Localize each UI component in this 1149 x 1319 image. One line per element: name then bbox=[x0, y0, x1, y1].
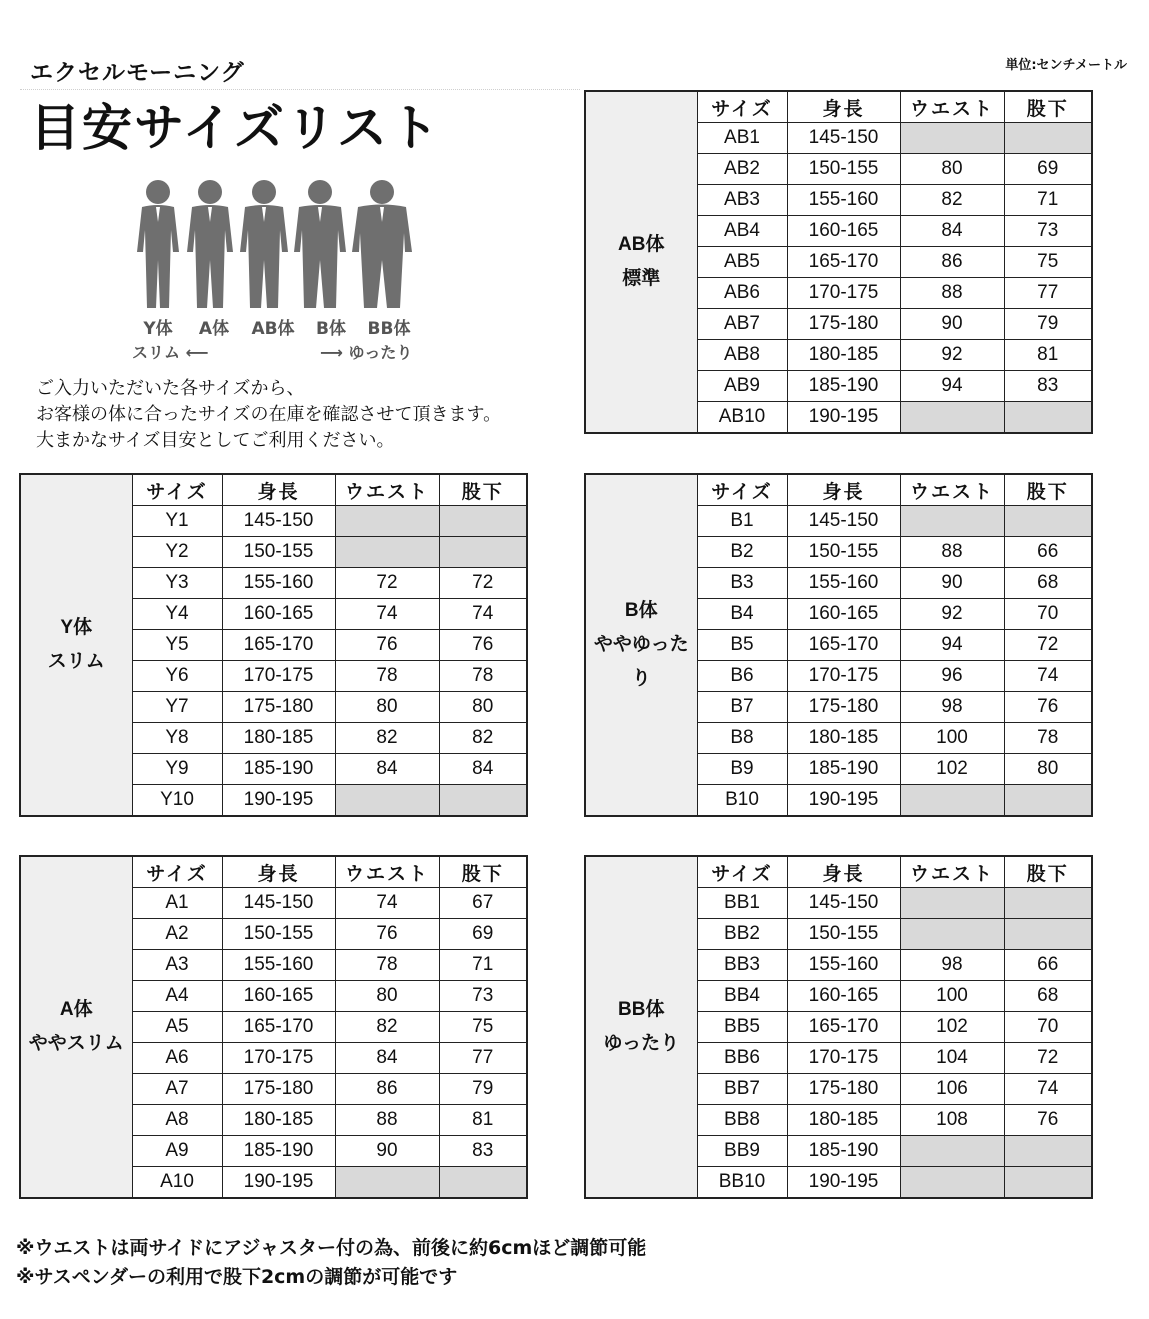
cell-size: B2 bbox=[697, 537, 787, 568]
cell-height: 175-180 bbox=[787, 1074, 900, 1105]
cell-waist: 82 bbox=[335, 1012, 439, 1043]
size-table-ab bbox=[584, 90, 1093, 434]
cell-inseam: 70 bbox=[1004, 1012, 1092, 1043]
column-header-height: 身長 bbox=[787, 474, 900, 506]
body-type-name: AB体 bbox=[618, 234, 665, 255]
slim-label: スリム bbox=[132, 343, 181, 362]
cell-inseam: 66 bbox=[1004, 537, 1092, 568]
cell-waist: 108 bbox=[900, 1105, 1004, 1136]
cell-inseam bbox=[439, 1167, 527, 1199]
cell-waist: 98 bbox=[900, 692, 1004, 723]
cell-height: 160-165 bbox=[787, 599, 900, 630]
cell-waist: 80 bbox=[335, 981, 439, 1012]
cell-size: A10 bbox=[132, 1167, 222, 1199]
loose-indicator bbox=[320, 340, 412, 363]
cell-inseam: 79 bbox=[439, 1074, 527, 1105]
cell-height: 145-150 bbox=[787, 123, 900, 154]
cell-inseam: 72 bbox=[1004, 630, 1092, 661]
cell-height: 165-170 bbox=[787, 1012, 900, 1043]
cell-waist bbox=[900, 919, 1004, 950]
cell-size: AB6 bbox=[697, 278, 787, 309]
cell-height: 180-185 bbox=[787, 1105, 900, 1136]
body-type-panel bbox=[585, 91, 697, 433]
cell-size: BB8 bbox=[697, 1105, 787, 1136]
cell-waist: 106 bbox=[900, 1074, 1004, 1105]
cell-height: 185-190 bbox=[222, 1136, 335, 1167]
right-arrow-icon: ⟶ bbox=[320, 343, 343, 362]
cell-size: AB8 bbox=[697, 340, 787, 371]
body-type-fit: 標準 bbox=[622, 268, 661, 289]
cell-height: 180-185 bbox=[222, 1105, 335, 1136]
cell-waist: 94 bbox=[900, 630, 1004, 661]
cell-height: 180-185 bbox=[787, 723, 900, 754]
column-header-height: 身長 bbox=[222, 474, 335, 506]
cell-size: B3 bbox=[697, 568, 787, 599]
cell-height: 155-160 bbox=[787, 568, 900, 599]
cell-height: 175-180 bbox=[222, 1074, 335, 1105]
cell-waist: 76 bbox=[335, 919, 439, 950]
cell-inseam: 73 bbox=[439, 981, 527, 1012]
column-header-waist: ウエスト bbox=[335, 474, 439, 506]
column-header-waist: ウエスト bbox=[900, 474, 1004, 506]
cell-inseam: 76 bbox=[1004, 1105, 1092, 1136]
cell-height: 160-165 bbox=[222, 981, 335, 1012]
cell-waist bbox=[900, 402, 1004, 434]
cell-inseam: 81 bbox=[439, 1105, 527, 1136]
cell-inseam: 72 bbox=[1004, 1043, 1092, 1074]
cell-inseam: 74 bbox=[1004, 661, 1092, 692]
cell-size: AB2 bbox=[697, 154, 787, 185]
cell-waist: 104 bbox=[900, 1043, 1004, 1074]
cell-size: AB3 bbox=[697, 185, 787, 216]
size-table-y bbox=[19, 473, 528, 817]
cell-waist bbox=[900, 123, 1004, 154]
cell-waist bbox=[900, 1136, 1004, 1167]
cell-size: BB7 bbox=[697, 1074, 787, 1105]
cell-waist: 90 bbox=[900, 568, 1004, 599]
cell-height: 185-190 bbox=[787, 371, 900, 402]
cell-waist: 88 bbox=[900, 537, 1004, 568]
cell-height: 150-155 bbox=[787, 537, 900, 568]
cell-size: Y10 bbox=[132, 785, 222, 817]
cell-waist: 100 bbox=[900, 981, 1004, 1012]
cell-inseam bbox=[1004, 785, 1092, 817]
cell-waist: 84 bbox=[900, 216, 1004, 247]
cell-height: 190-195 bbox=[787, 1167, 900, 1199]
cell-size: A4 bbox=[132, 981, 222, 1012]
cell-waist: 80 bbox=[335, 692, 439, 723]
cell-height: 150-155 bbox=[787, 919, 900, 950]
cell-size: BB9 bbox=[697, 1136, 787, 1167]
cell-inseam: 73 bbox=[1004, 216, 1092, 247]
cell-size: A1 bbox=[132, 888, 222, 919]
footnote-inseam: ※サスペンダーの利用で股下2cmの調節が可能です bbox=[16, 1266, 458, 1288]
cell-height: 165-170 bbox=[222, 1012, 335, 1043]
cell-inseam: 77 bbox=[439, 1043, 527, 1074]
cell-size: A2 bbox=[132, 919, 222, 950]
cell-height: 155-160 bbox=[222, 568, 335, 599]
cell-size: BB1 bbox=[697, 888, 787, 919]
cell-height: 165-170 bbox=[787, 630, 900, 661]
cell-size: BB4 bbox=[697, 981, 787, 1012]
column-header-height: 身長 bbox=[787, 856, 900, 888]
cell-inseam bbox=[1004, 402, 1092, 434]
cell-inseam: 74 bbox=[439, 599, 527, 630]
column-header-inseam: 股下 bbox=[1004, 856, 1092, 888]
cell-inseam bbox=[439, 537, 527, 568]
cell-size: AB10 bbox=[697, 402, 787, 434]
cell-inseam: 76 bbox=[439, 630, 527, 661]
cell-height: 165-170 bbox=[222, 630, 335, 661]
cell-waist bbox=[900, 785, 1004, 817]
cell-size: Y1 bbox=[132, 506, 222, 537]
cell-height: 175-180 bbox=[222, 692, 335, 723]
column-header-size: サイズ bbox=[697, 91, 787, 123]
cell-size: AB9 bbox=[697, 371, 787, 402]
cell-waist: 84 bbox=[335, 754, 439, 785]
cell-height: 150-155 bbox=[222, 537, 335, 568]
cell-inseam: 70 bbox=[1004, 599, 1092, 630]
size-table-bb bbox=[584, 855, 1093, 1199]
body-type-panel bbox=[585, 856, 697, 1198]
cell-size: Y3 bbox=[132, 568, 222, 599]
column-header-size: サイズ bbox=[697, 856, 787, 888]
column-header-size: サイズ bbox=[697, 474, 787, 506]
cell-waist: 98 bbox=[900, 950, 1004, 981]
cell-inseam: 75 bbox=[1004, 247, 1092, 278]
cell-waist bbox=[900, 506, 1004, 537]
cell-height: 160-165 bbox=[222, 599, 335, 630]
bb-body-figure-icon bbox=[352, 180, 412, 308]
column-header-inseam: 股下 bbox=[439, 474, 527, 506]
body-type-label-a: A体 bbox=[198, 319, 230, 339]
left-arrow-icon: ⟵ bbox=[185, 343, 209, 362]
column-header-inseam: 股下 bbox=[1004, 91, 1092, 123]
cell-waist: 90 bbox=[335, 1136, 439, 1167]
cell-waist: 78 bbox=[335, 661, 439, 692]
body-type-figures bbox=[136, 178, 426, 313]
cell-inseam: 82 bbox=[439, 723, 527, 754]
body-type-label-bb: BB体 bbox=[367, 319, 411, 339]
cell-height: 185-190 bbox=[222, 754, 335, 785]
column-header-inseam: 股下 bbox=[439, 856, 527, 888]
body-type-fit: ややゆったり bbox=[593, 634, 689, 689]
body-type-panel bbox=[585, 474, 697, 816]
cell-size: A7 bbox=[132, 1074, 222, 1105]
cell-waist bbox=[335, 1167, 439, 1199]
cell-height: 165-170 bbox=[787, 247, 900, 278]
cell-inseam: 79 bbox=[1004, 309, 1092, 340]
cell-height: 145-150 bbox=[787, 888, 900, 919]
cell-size: Y7 bbox=[132, 692, 222, 723]
cell-size: B10 bbox=[697, 785, 787, 817]
cell-inseam: 78 bbox=[439, 661, 527, 692]
cell-inseam bbox=[1004, 888, 1092, 919]
footnote-waist: ※ウエストは両サイドにアジャスター付の為、前後に約6cmほど調節可能 bbox=[16, 1237, 647, 1259]
body-type-fit: ゆったり bbox=[603, 1033, 680, 1054]
slim-indicator bbox=[132, 340, 209, 363]
body-type-labels bbox=[136, 314, 426, 339]
cell-height: 150-155 bbox=[787, 154, 900, 185]
cell-inseam: 72 bbox=[439, 568, 527, 599]
cell-height: 185-190 bbox=[787, 754, 900, 785]
cell-height: 155-160 bbox=[787, 185, 900, 216]
brand-name: エクセルモーニング bbox=[30, 60, 245, 86]
column-header-waist: ウエスト bbox=[900, 856, 1004, 888]
body-type-label-ab: AB体 bbox=[251, 319, 295, 339]
cell-size: A8 bbox=[132, 1105, 222, 1136]
cell-inseam: 83 bbox=[439, 1136, 527, 1167]
fit-scale bbox=[132, 340, 432, 362]
cell-size: AB1 bbox=[697, 123, 787, 154]
cell-height: 190-195 bbox=[787, 402, 900, 434]
unit-note: 単位:センチメートル bbox=[1005, 58, 1127, 73]
cell-waist: 94 bbox=[900, 371, 1004, 402]
column-header-size: サイズ bbox=[132, 474, 222, 506]
body-type-name: A体 bbox=[59, 999, 93, 1020]
body-type-name: Y体 bbox=[60, 617, 93, 638]
cell-inseam: 69 bbox=[1004, 154, 1092, 185]
cell-size: AB5 bbox=[697, 247, 787, 278]
cell-height: 170-175 bbox=[222, 661, 335, 692]
y-body-figure-icon bbox=[137, 180, 179, 308]
intro-text bbox=[36, 376, 576, 454]
cell-size: BB2 bbox=[697, 919, 787, 950]
cell-size: B4 bbox=[697, 599, 787, 630]
cell-size: A9 bbox=[132, 1136, 222, 1167]
cell-waist bbox=[900, 1167, 1004, 1199]
cell-inseam bbox=[1004, 506, 1092, 537]
cell-waist bbox=[335, 785, 439, 817]
cell-inseam bbox=[1004, 123, 1092, 154]
b-body-figure-icon bbox=[294, 180, 346, 308]
cell-waist: 92 bbox=[900, 340, 1004, 371]
cell-height: 160-165 bbox=[787, 216, 900, 247]
cell-size: Y9 bbox=[132, 754, 222, 785]
cell-inseam: 78 bbox=[1004, 723, 1092, 754]
cell-size: A3 bbox=[132, 950, 222, 981]
cell-inseam: 80 bbox=[439, 692, 527, 723]
cell-size: B9 bbox=[697, 754, 787, 785]
cell-waist: 100 bbox=[900, 723, 1004, 754]
cell-height: 145-150 bbox=[222, 888, 335, 919]
cell-inseam: 67 bbox=[439, 888, 527, 919]
cell-height: 175-180 bbox=[787, 692, 900, 723]
cell-height: 175-180 bbox=[787, 309, 900, 340]
cell-inseam: 68 bbox=[1004, 568, 1092, 599]
cell-height: 180-185 bbox=[787, 340, 900, 371]
cell-size: Y2 bbox=[132, 537, 222, 568]
cell-waist: 82 bbox=[900, 185, 1004, 216]
cell-inseam bbox=[1004, 1167, 1092, 1199]
cell-inseam bbox=[439, 785, 527, 817]
cell-height: 155-160 bbox=[222, 950, 335, 981]
cell-inseam: 68 bbox=[1004, 981, 1092, 1012]
cell-waist: 74 bbox=[335, 888, 439, 919]
footnotes bbox=[16, 1234, 646, 1292]
cell-height: 145-150 bbox=[787, 506, 900, 537]
column-header-waist: ウエスト bbox=[900, 91, 1004, 123]
cell-waist bbox=[335, 506, 439, 537]
cell-inseam: 77 bbox=[1004, 278, 1092, 309]
cell-inseam bbox=[1004, 919, 1092, 950]
cell-waist: 102 bbox=[900, 754, 1004, 785]
cell-waist: 72 bbox=[335, 568, 439, 599]
cell-size: B6 bbox=[697, 661, 787, 692]
body-type-panel bbox=[20, 474, 132, 816]
cell-inseam: 71 bbox=[1004, 185, 1092, 216]
size-table-b bbox=[584, 473, 1093, 817]
cell-size: BB10 bbox=[697, 1167, 787, 1199]
column-header-size: サイズ bbox=[132, 856, 222, 888]
cell-waist: 92 bbox=[900, 599, 1004, 630]
column-header-waist: ウエスト bbox=[335, 856, 439, 888]
cell-height: 180-185 bbox=[222, 723, 335, 754]
a-body-figure-icon bbox=[187, 180, 233, 308]
cell-height: 190-195 bbox=[787, 785, 900, 817]
cell-height: 185-190 bbox=[787, 1136, 900, 1167]
column-header-height: 身長 bbox=[222, 856, 335, 888]
body-type-name: BB体 bbox=[618, 999, 665, 1020]
cell-waist: 76 bbox=[335, 630, 439, 661]
cell-inseam bbox=[439, 506, 527, 537]
cell-height: 150-155 bbox=[222, 919, 335, 950]
cell-waist: 74 bbox=[335, 599, 439, 630]
body-type-label-b: B体 bbox=[316, 319, 346, 339]
cell-inseam: 71 bbox=[439, 950, 527, 981]
column-header-height: 身長 bbox=[787, 91, 900, 123]
cell-waist: 90 bbox=[900, 309, 1004, 340]
cell-size: BB6 bbox=[697, 1043, 787, 1074]
loose-label: ゆったり bbox=[348, 343, 413, 362]
cell-inseam: 74 bbox=[1004, 1074, 1092, 1105]
cell-height: 190-195 bbox=[222, 1167, 335, 1199]
body-type-label-y: Y体 bbox=[143, 319, 173, 339]
cell-size: Y8 bbox=[132, 723, 222, 754]
cell-height: 170-175 bbox=[787, 661, 900, 692]
cell-inseam: 80 bbox=[1004, 754, 1092, 785]
cell-waist: 78 bbox=[335, 950, 439, 981]
cell-waist: 80 bbox=[900, 154, 1004, 185]
ab-body-figure-icon bbox=[240, 180, 288, 308]
cell-waist bbox=[335, 537, 439, 568]
cell-inseam: 84 bbox=[439, 754, 527, 785]
cell-waist: 86 bbox=[335, 1074, 439, 1105]
cell-height: 145-150 bbox=[222, 506, 335, 537]
cell-height: 170-175 bbox=[787, 1043, 900, 1074]
cell-size: BB5 bbox=[697, 1012, 787, 1043]
cell-waist bbox=[900, 888, 1004, 919]
cell-height: 160-165 bbox=[787, 981, 900, 1012]
cell-inseam: 69 bbox=[439, 919, 527, 950]
cell-inseam: 66 bbox=[1004, 950, 1092, 981]
cell-size: B1 bbox=[697, 506, 787, 537]
intro-line: ご入力いただいた各サイズから、 bbox=[36, 378, 305, 399]
cell-size: B8 bbox=[697, 723, 787, 754]
cell-waist: 96 bbox=[900, 661, 1004, 692]
cell-size: B7 bbox=[697, 692, 787, 723]
body-type-panel bbox=[20, 856, 132, 1198]
cell-waist: 88 bbox=[335, 1105, 439, 1136]
cell-size: Y5 bbox=[132, 630, 222, 661]
cell-inseam: 83 bbox=[1004, 371, 1092, 402]
intro-line: 大まかなサイズ目安としてご利用ください。 bbox=[36, 430, 395, 451]
cell-size: Y6 bbox=[132, 661, 222, 692]
cell-size: B5 bbox=[697, 630, 787, 661]
cell-waist: 86 bbox=[900, 247, 1004, 278]
cell-inseam: 81 bbox=[1004, 340, 1092, 371]
cell-size: AB7 bbox=[697, 309, 787, 340]
size-table-a bbox=[19, 855, 528, 1199]
cell-waist: 84 bbox=[335, 1043, 439, 1074]
cell-height: 170-175 bbox=[222, 1043, 335, 1074]
body-type-fit: ややスリム bbox=[28, 1033, 124, 1054]
intro-line: お客様の体に合ったサイズの在庫を確認させて頂きます。 bbox=[36, 404, 502, 425]
cell-waist: 88 bbox=[900, 278, 1004, 309]
cell-height: 190-195 bbox=[222, 785, 335, 817]
cell-size: AB4 bbox=[697, 216, 787, 247]
body-type-fit: スリム bbox=[47, 651, 105, 672]
body-type-name: B体 bbox=[624, 600, 658, 621]
cell-inseam: 76 bbox=[1004, 692, 1092, 723]
cell-waist: 82 bbox=[335, 723, 439, 754]
column-header-inseam: 股下 bbox=[1004, 474, 1092, 506]
cell-size: A6 bbox=[132, 1043, 222, 1074]
cell-height: 170-175 bbox=[787, 278, 900, 309]
cell-size: BB3 bbox=[697, 950, 787, 981]
cell-waist: 102 bbox=[900, 1012, 1004, 1043]
cell-inseam: 75 bbox=[439, 1012, 527, 1043]
cell-size: A5 bbox=[132, 1012, 222, 1043]
cell-height: 155-160 bbox=[787, 950, 900, 981]
divider bbox=[20, 89, 580, 90]
cell-inseam bbox=[1004, 1136, 1092, 1167]
page-title: 目安サイズリスト bbox=[30, 99, 441, 157]
cell-size: Y4 bbox=[132, 599, 222, 630]
